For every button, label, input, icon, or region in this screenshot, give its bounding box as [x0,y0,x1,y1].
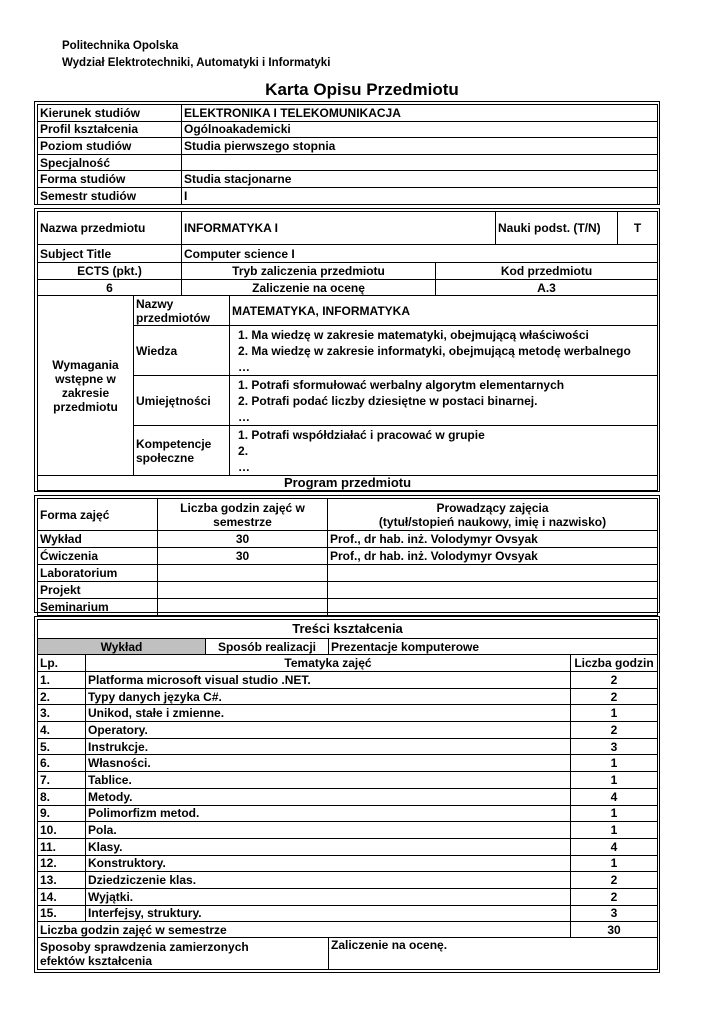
form-name: Wykład [38,531,158,548]
topic-text: Interfejsy, struktury. [86,905,571,922]
form-lecturer: Prof., dr hab. inż. Volodymyr Ovsyak [328,531,658,548]
topic-lp: 14. [38,888,86,905]
total-row [38,922,658,938]
forms-col-lecturer: Prowadzący zajęcia (tytuł/stopień naukowy, imię i nazwisko) [328,499,658,531]
topic-row [38,855,658,872]
study-label: Forma studiów [38,171,182,188]
list-item: … [238,409,251,424]
list-item: 1. Potrafi współdziałać i pracować w grupie [238,427,485,442]
topic-row [38,788,658,805]
topic-lp: 4. [38,722,86,739]
sposob-value: Prezentacje komputerowe [329,639,658,655]
topic-row [38,772,658,789]
topic-lp: 10. [38,822,86,839]
faculty-name: Wydział Elektrotechniki, Automatyki i Informatyki [62,57,331,69]
topic-hours: 4 [571,788,658,805]
topic-text: Operatory. [86,722,571,739]
form-lecturer [328,582,658,599]
study-row [38,187,658,204]
study-row [38,105,658,122]
assessment-label: Sposoby sprawdzenia zamierzonych efektów kształcenia [38,938,329,970]
university-name: Politechnika Opolska [62,40,179,52]
form-hours [158,582,328,599]
topic-text: Własności. [86,755,571,772]
topic-hours: 1 [571,755,658,772]
study-label: Poziom studiów [38,138,182,155]
study-value: ELEKTRONIKA I TELEKOMUNIKACJA [182,105,658,122]
topic-row [38,722,658,739]
study-value: Studia pierwszego stopnia [182,138,658,155]
topic-lp: 12. [38,855,86,872]
study-value: Ogólnoakademicki [182,121,658,138]
wiedza-label: Wiedza [134,326,230,376]
tryb-label: Tryb zaliczenia przedmiotu [182,263,436,280]
topic-row [38,738,658,755]
ects-value: 6 [38,280,182,296]
form-name: Projekt [38,582,158,599]
forms-col-form: Forma zajęć [38,499,158,531]
forms-row [38,548,658,565]
form-hours: 30 [158,548,328,565]
form-hours [158,599,328,616]
list-item: 2. [238,443,249,458]
requirements-label: Wymagania wstępne w zakresie przedmiotu [38,296,134,476]
content-type: Wykład [38,639,206,655]
topic-lp: 15. [38,905,86,922]
list-item: … [238,359,251,374]
form-name: Seminarium [38,599,158,616]
col-hours: Liczba godzin [571,655,658,672]
topic-row [38,672,658,689]
topic-lp: 13. [38,872,86,889]
forms-row [38,582,658,599]
topic-text: Typy danych języka C#. [86,688,571,705]
form-hours: 30 [158,531,328,548]
content-heading: Treści kształcenia [38,620,658,639]
kompetencje-label: Kompetencje społeczne [134,426,230,476]
form-lecturer: Prof., dr hab. inż. Volodymyr Ovsyak [328,548,658,565]
kod-label: Kod przedmiotu [436,263,658,280]
subject-title-label: Subject Title [38,245,182,263]
form-name: Ćwiczenia [38,548,158,565]
study-label: Semestr studiów [38,187,182,204]
list-item: … [238,459,251,474]
forms-table [37,498,658,616]
study-row [38,154,658,171]
list-item: 1. Ma wiedzę w zakresie matematyki, obejmującą właściwości [238,327,589,342]
forms-row [38,565,658,582]
umiejetnosci-list [230,376,658,426]
topic-row [38,905,658,922]
sposob-label: Sposób realizacji [206,639,329,655]
topic-row [38,872,658,889]
kompetencje-list [230,426,658,476]
topic-hours: 1 [571,805,658,822]
program-heading: Program przedmiotu [38,476,658,491]
prior-subjects-label: Nazwy przedmiotów [134,296,230,326]
umiejetnosci-label: Umiejętności [134,376,230,426]
topic-text: Polimorfizm metod. [86,805,571,822]
nauki-label: Nauki podst. (T/N) [496,212,618,245]
study-info-frame [34,101,660,205]
study-label: Kierunek studiów [38,105,182,122]
subject-name-label: Nazwa przedmiotu [38,212,182,245]
assessment-row [38,938,658,970]
topic-lp: 8. [38,788,86,805]
study-value [182,154,658,171]
topic-lp: 7. [38,772,86,789]
page-title: Karta Opisu Przedmiotu [265,80,459,99]
kod-value: A.3 [436,280,658,296]
topic-lp: 6. [38,755,86,772]
topic-hours: 2 [571,872,658,889]
forms-frame [34,495,660,613]
total-label: Liczba godzin zajęć w semestrze [38,922,571,938]
topic-text: Klasy. [86,838,571,855]
topic-hours: 4 [571,838,658,855]
form-hours [158,565,328,582]
study-row [38,138,658,155]
subject-frame [34,208,660,492]
assessment-value: Zaliczenie na ocenę. [329,938,658,970]
topic-text: Konstruktory. [86,855,571,872]
wiedza-list [230,326,658,376]
topic-hours: 2 [571,688,658,705]
col-topic: Tematyka zajęć [86,655,571,672]
topic-row [38,688,658,705]
forms-col-hours: Liczba godzin zajęć w semestrze [158,499,328,531]
study-info-table [37,104,658,205]
study-row [38,171,658,188]
topic-hours: 2 [571,672,658,689]
forms-row [38,599,658,616]
topic-text: Dziedziczenie klas. [86,872,571,889]
topic-text: Wyjątki. [86,888,571,905]
topic-hours: 3 [571,905,658,922]
topic-text: Tablice. [86,772,571,789]
topic-row [38,805,658,822]
list-item: 2. Potrafi podać liczby dziesiętne w postaci binarnej. [238,393,538,408]
list-item: 2. Ma wiedzę w zakresie informatyki, obejmującą metodę werbalnego [238,343,631,358]
topic-hours: 3 [571,738,658,755]
topic-hours: 1 [571,822,658,839]
topic-text: Pola. [86,822,571,839]
nauki-value: T [618,212,658,245]
form-lecturer [328,565,658,582]
topic-row [38,755,658,772]
ects-label: ECTS (pkt.) [38,263,182,280]
topic-lp: 1. [38,672,86,689]
col-lp: Lp. [38,655,86,672]
content-table [37,619,658,970]
topic-row [38,838,658,855]
topic-lp: 3. [38,705,86,722]
topic-row [38,822,658,839]
topic-hours: 2 [571,888,658,905]
subject-title-value: Computer science I [182,245,658,263]
study-label: Specjalność [38,154,182,171]
list-item: 1. Potrafi sformułować werbalny algorytm elementarnych [238,377,565,392]
topic-hours: 1 [571,855,658,872]
study-label: Profil kształcenia [38,121,182,138]
prior-subjects-value: MATEMATYKA, INFORMATYKA [230,296,658,326]
total-value: 30 [571,922,658,938]
topic-row [38,888,658,905]
tryb-value: Zaliczenie na ocenę [182,280,436,296]
topic-text: Instrukcje. [86,738,571,755]
topic-lp: 2. [38,688,86,705]
topic-lp: 9. [38,805,86,822]
topic-text: Unikod, stałe i zmienne. [86,705,571,722]
form-lecturer [328,599,658,616]
topic-hours: 1 [571,772,658,789]
topic-text: Metody. [86,788,571,805]
subject-table [37,211,658,491]
topic-hours: 1 [571,705,658,722]
study-row [38,121,658,138]
content-frame [34,616,660,973]
form-name: Laboratorium [38,565,158,582]
topic-hours: 2 [571,722,658,739]
topic-text: Platforma microsoft visual studio .NET. [86,672,571,689]
study-value: Studia stacjonarne [182,171,658,188]
subject-name-value: INFORMATYKA I [182,212,496,245]
topic-lp: 11. [38,838,86,855]
forms-row [38,531,658,548]
study-value: I [182,187,658,204]
topic-lp: 5. [38,738,86,755]
topic-row [38,705,658,722]
